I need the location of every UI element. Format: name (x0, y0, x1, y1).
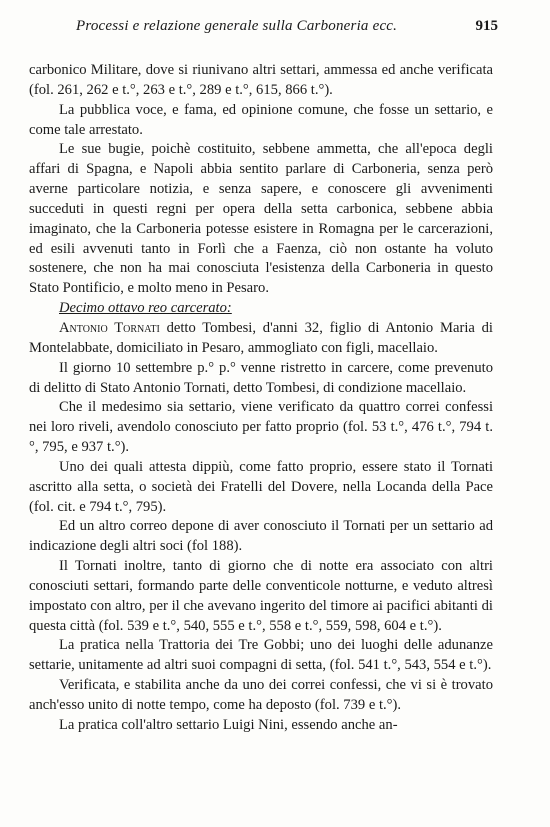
body-text (29, 61, 493, 736)
person-name: Antonio Tornati (59, 319, 160, 336)
section-heading: Decimo ottavo reo carcerato: (59, 300, 232, 317)
page-number: 915 (475, 18, 498, 34)
running-title: Processi e relazione generale sulla Carboneria ecc. (76, 18, 398, 34)
paragraph-text: detto Tombesi, d'anni 32, figlio di Antonio Maria di Montelabbate, domiciliato in Pesaro, ammogliato con figli, macellaio. (29, 319, 493, 356)
paragraph: La pratica coll'altro settario Luigi Nini, essendo anche an- (59, 716, 398, 733)
paragraph: Il giorno 10 settembre p.° p.° venne ristretto in carcere, come prevenuto di delitto di Stato Antonio Tornati, detto Tombesi, di condizione macellaio. (29, 359, 493, 396)
paragraph: Il Tornati inoltre, tanto di giorno che di notte era associato con altri conosciuti settari, formando parte delle conventicole notturne, e veduto altresì impostato con altro, per il che avevano ingerito del timore ai pacifici abitanti di questa città (fol. 539 e t.°, 540, 555 e t.°, 558 e t.°, 559, 598, 604 e t.°). (29, 558, 493, 634)
paragraph: Verificata, e stabilita anche da uno dei correi confessi, che vi si è trovato anch'esso unito di notte tempo, come ha deposto (fol. 739 e t.°). (29, 677, 493, 713)
paragraph (29, 319, 493, 359)
paragraph: La pubblica voce, e fama, ed opinione comune, che fosse un settario, e come tale arrestato. (29, 101, 493, 138)
paragraph: Ed un altro correo depone di aver conosciuto il Tornati per un settario ad indicazione degli altri soci (fol 188). (29, 518, 493, 555)
paragraph: La pratica nella Trattoria dei Tre Gobbi; uno dei luoghi delle adunanze settarie, unitamente ad altri suoi compagni di setta, (fol. 541 t.°, 543, 554 e t.°). (29, 637, 493, 674)
page-header (20, 18, 498, 40)
paragraph: Uno dei quali attesta dippiù, come fatto proprio, essere stato il Tornati ascritto alla setta, o società dei Fratelli del Dovere, nella Locanda della Pace (fol. cit. e 794 t.°, 795). (29, 458, 493, 515)
paragraph: carbonico Militare, dove si riunivano altri settari, ammessa ed anche verificata (fol. 261, 262 e t.°, 263 e t.°, 289 e t.°, 615, 866 t.°). (29, 62, 493, 98)
paragraph: Le sue bugie, poichè costituito, sebbene ammetta, che all'epoca degli affari di Spagna, e Napoli abbia sentito parlare di Carboneria, senza però averne particolare notizia, e senza sapere, e conoscere gli avvenimenti succeduti in questi regni per opera della setta carbonica, sebbene abbia imaginato, che la Carboneria potesse esistere in Romagna per le carcerazioni, ed esili avvenuti tanto in Forlì che a Faenza, ciò non ostante ha voluto sostenere, che non ha mai conosciuta l'esistenza della Carboneria in questo Stato Pontificio, e molto meno in Pesaro. (29, 141, 493, 297)
paragraph: Che il medesimo sia settario, viene verificato da quattro correi confessi nei loro riveli, avendolo conosciuto per fatto proprio (fol. 53 t.°, 476 t.°, 794 t.°, 795, e 937 t.°). (29, 399, 493, 456)
